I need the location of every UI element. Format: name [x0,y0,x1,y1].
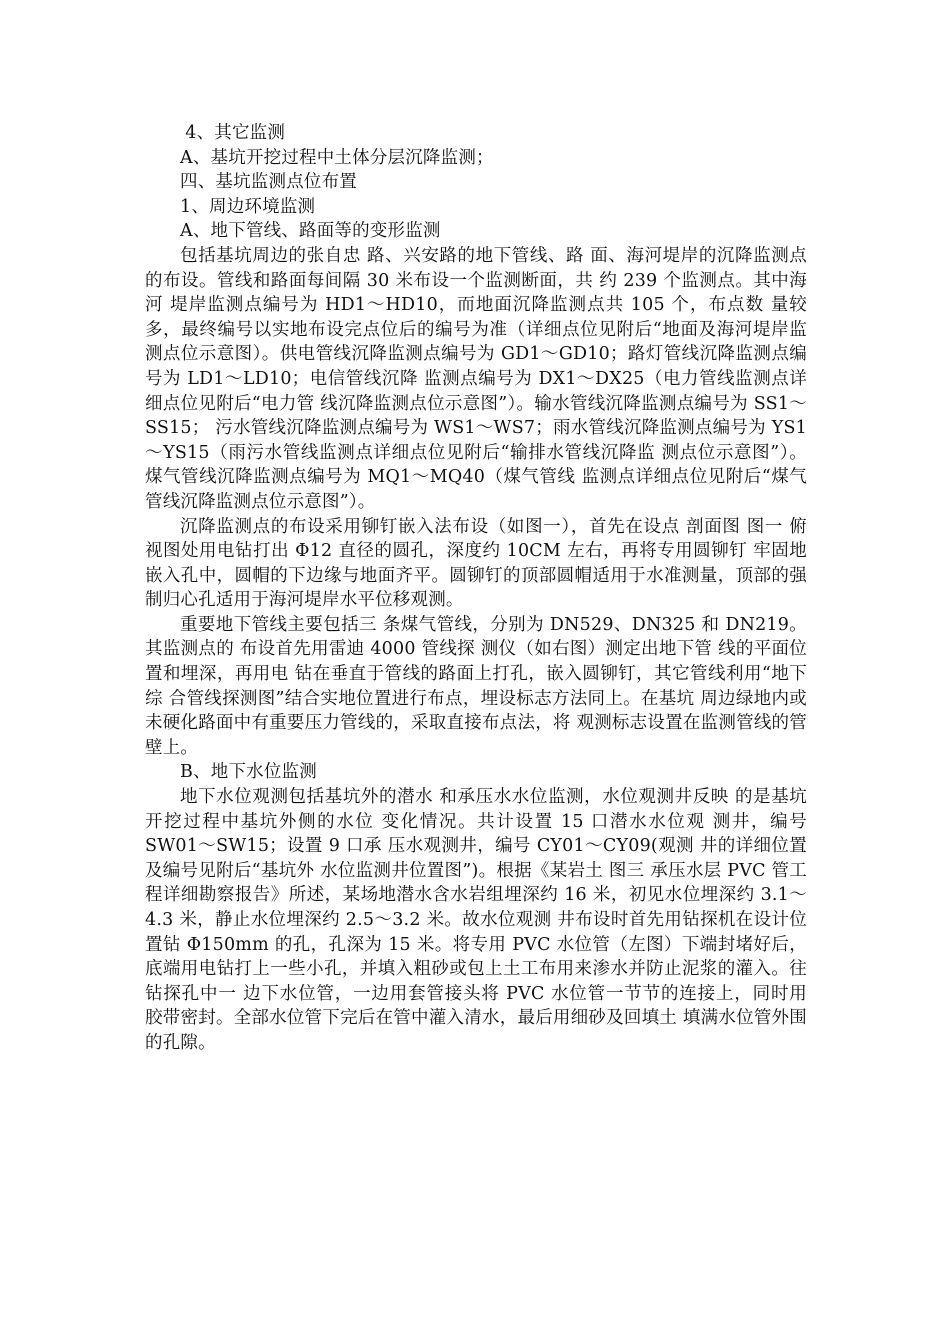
heading-other-monitoring: 4、其它监测 [185,123,286,143]
heading-point-layout: 四、基坑监测点位布置 [180,172,357,193]
heading-pipeline-deformation: A、地下管线、路面等的变形监测 [180,221,441,242]
paragraph-gas-pipelines: 重要地下管线主要包括三 条煤气管线，分别为 DN529、DN325 和 DN219。其监测点的 布设首先用雷迪 4000 管线探 测仪（如右图）测定出地下管 线的平面位置和埋深，再用电 钻在垂直于管线的路面上打孔，嵌入圆铆钉，其它管线利用“地下综 合管线探测图”结合实地位置进行布点，埋设标志方法同上。在基坑 周边绿地内或未硬化路面中有重要压力管线的，采取直接布点法，将 观测标志设置在监测管线的管壁上。 [145,614,807,758]
heading-surrounding-monitoring: 1、周边环境监测 [180,196,316,217]
paragraph-groundwater-wells: 地下水位观测包括基坑外的潜水 和承压水水位监测，水位观测井反映 的是基坑开挖过程中基坑外侧的水位 变化情况。共计设置 15 口潜水水位观 测井，编号 SW01～SW15；设置 9 口承 压水观测井，编号 CY01～CY09(观测 井的详细位置及编号见附后“基坑外 水位监测井位置图”)。根据《某岩土 图三 承压水层 PVC 管工程详细勘察报告》所述，某场地潜水含水岩组埋深约 16 米，初见水位埋深约 3.1～4.3 米，静止水位埋深约 2.5～3.2 米。故水位观测 井布设时首先用钻探机在设计位置钻 Φ150mm 的孔，孔深为 15 米。将专用 PVC 水位管（左图）下端封堵好后，底端用电钻打上一些小孔，并填入粗砂或包上土工布用来渗水并防止泥浆的灌入。往钻探孔中一 边下水位管，一边用套管接头将 PVC 水位管一节节的连接上，同时用 胶带密封。全部水位管下完后在管中灌入清水，最后用细砂及回填土 填满水位管外围的孔隙。 [145,787,807,1053]
paragraph-pipeline-points: 包括基坑周边的张自忠 路、兴安路的地下管线、路 面、海河堤岸的沉降监测点 的布设。管线和路面每间隔 30 米布设一个监测断面，共 约 239 个监测点。其中海河 堤岸监测点编号为 HD1～HD10，而地面沉降监测点共 105 个，布点数 量较多，最终编号以实地布设完点位后的编号为准（详细点位见附后“地面及海河堤岸监测点位示意图）。供电管线沉降监测点编号为 GD1～GD10；路灯管线沉降监测点编号为 LD1～LD10；电信管线沉降 监测点编号为 DX1～DX25（电力管线监测点详细点位见附后“电力管 线沉降监测点位示意图”）。输水管线沉降监测点编号为 SS1～SS15； 污水管线沉降监测点编号为 WS1～WS7；雨水管线沉降监测点编号为 YS1～YS15（雨污水管线监测点详细点位见附后“输排水管线沉降监 测点位示意图”）。煤气管线沉降监测点编号为 MQ1～MQ40（煤气管线 监测点详细点位见附后“煤气管线沉降监测点位示意图”）。 [145,245,807,512]
paragraph-rivet-method: 沉降监测点的布设采用铆钉嵌入法布设（如图一），首先在设点 剖面图 图一 俯视图处用电钻打出 Φ12 直径的圆孔，深度约 10CM 左右，再将专用圆铆钉 牢固地嵌入孔中，圆帽的下边缘与地面齐平。圆铆钉的顶部圆帽适用于水准测量，顶部的强制归心孔适用于海河堤岸水平位移观测。 [145,516,807,611]
heading-groundwater-monitoring: B、地下水位监测 [180,762,317,783]
item-soil-settlement: A、基坑开挖过程中土体分层沉降监测； [180,147,494,168]
document-body [145,121,807,1056]
